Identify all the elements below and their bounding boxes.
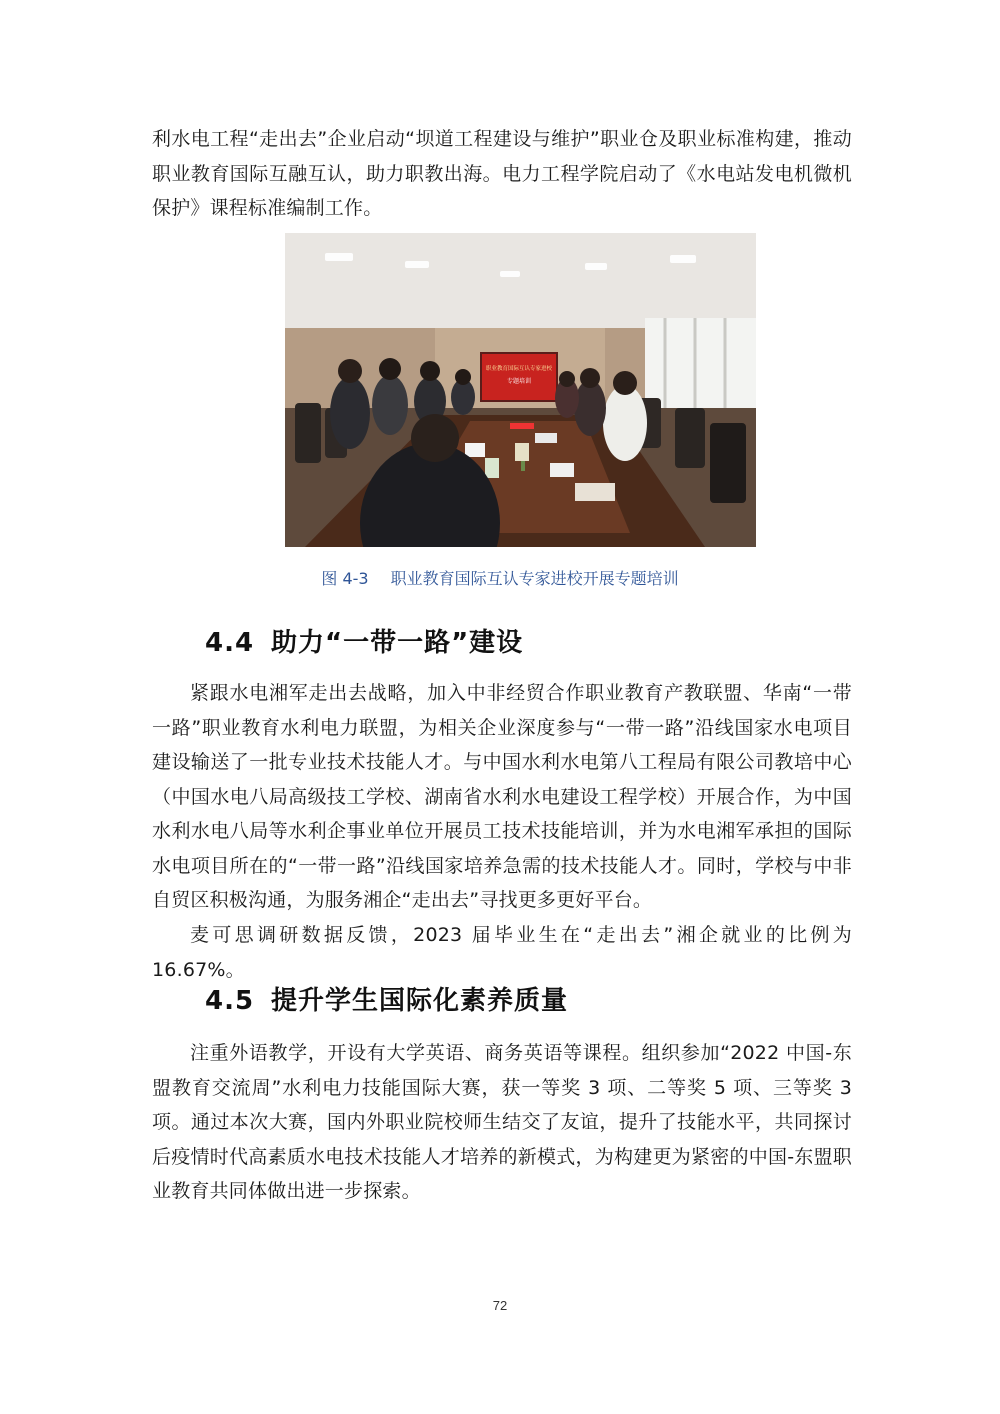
conference-room-illustration	[285, 233, 756, 547]
section-title: 助力“一带一路”建设	[271, 628, 524, 658]
figure-caption	[0, 566, 1000, 589]
paragraph-4-4-stat: 麦可思调研数据反馈，2023 届毕业生在“走出去”湘企就业的比例为 16.67%。	[152, 924, 852, 981]
screen-subtitle: 专题培训	[506, 378, 532, 385]
page-number: 72	[492, 1298, 508, 1313]
paragraph-intro: 利水电工程“走出去”企业启动“坝道工程建设与维护”职业仓及职业标准构建，推动职业教育国际互融互认，助力职教出海。电力工程学院启动了《水电站发电机微机保护》课程标准编制工作。	[152, 128, 852, 219]
section-heading-4-5	[205, 980, 568, 1017]
figure-caption-text: 职业教育国际互认专家进校开展专题培训	[390, 569, 679, 588]
paragraph-4-4-main: 紧跟水电湘军走出去战略，加入中非经贸合作职业教育产教联盟、华南“一带一路”职业教育水利电力联盟，为相关企业深度参与“一带一路”沿线国家水电项目建设输送了一批专业技术技能人才。与中国水利水电第八工程局有限公司教培中心（中国水电八局高级技工学校、湖南省水利水电建设工程学校）开展合作，为中国水利水电八局等水利企事业单位开展员工技术技能培训，并为水电湘军承担的国际水电项目所在的“一带一路”沿线国家培养急需的技术技能人才。同时，学校与中非自贸区积极沟通，为服务湘企“走出去”寻找更多更好平台。	[152, 682, 852, 911]
section-title: 提升学生国际化素养质量	[271, 986, 569, 1016]
screen-title: 职业教育国际互认专家进校	[485, 366, 553, 372]
paragraph-4-5-main: 注重外语教学，开设有大学英语、商务英语等课程。组织参加“2022 中国-东盟教育交流周”水利电力技能国际大赛，获一等奖 3 项、二等奖 5 项、三等奖 3 项。通过本次大赛，国内外职业院校师生结交了友谊，提升了技能水平，共同探讨后疫情时代高素质水电技术技能人才培养的新模式，为构建更为紧密的中国-东盟职业教育共同体做出进一步探索。	[152, 1042, 852, 1202]
meeting-photo	[285, 233, 756, 547]
section-heading-4-4	[205, 622, 523, 659]
figure-caption-label: 图 4-3	[321, 569, 369, 588]
section-number: 4.4	[205, 628, 255, 658]
section-number: 4.5	[205, 986, 255, 1016]
presentation-screen	[481, 353, 557, 401]
